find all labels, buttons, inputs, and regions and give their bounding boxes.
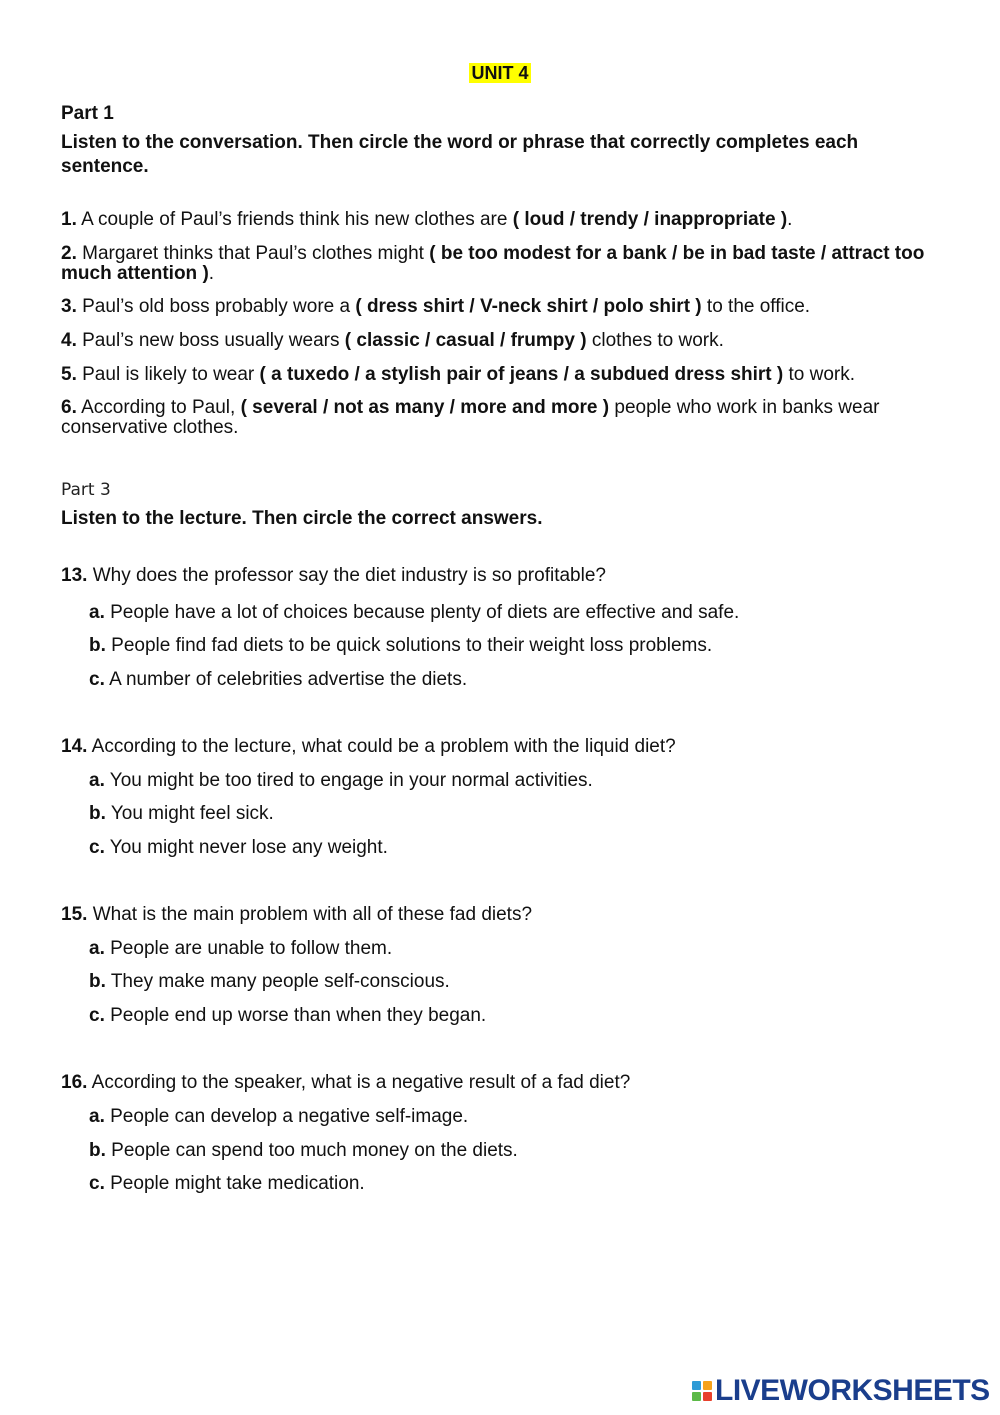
question-16-option-c[interactable] <box>89 1173 365 1195</box>
option-letter: a. <box>89 1106 105 1127</box>
item-choice[interactable]: ( dress shirt / V-neck shirt / polo shirt ) <box>355 296 702 317</box>
item-number: 1. <box>61 209 77 230</box>
part1-instruction: Listen to the conversation. Then circle the word or phrase that correctly completes each sentence. <box>61 132 859 177</box>
question-number: 15. <box>61 904 88 925</box>
question-16 <box>61 1072 630 1094</box>
item-text: Paul’s new boss usually wears <box>76 330 345 351</box>
item-text-end: to work. <box>783 364 856 385</box>
question-14-option-b[interactable] <box>89 803 274 825</box>
option-letter: b. <box>89 971 106 992</box>
item-number: 6. <box>61 397 77 418</box>
question-13-option-b[interactable] <box>89 635 712 657</box>
part1-item-3 <box>61 297 941 317</box>
question-13 <box>61 565 606 587</box>
option-letter: c. <box>89 1173 105 1194</box>
item-number: 5. <box>61 364 77 385</box>
question-14-option-c[interactable] <box>89 837 388 859</box>
option-text: They make many people self-conscious. <box>105 971 450 992</box>
question-number: 16. <box>61 1072 88 1093</box>
item-number: 2. <box>61 243 77 264</box>
liveworksheets-logo-icon <box>692 1381 712 1401</box>
item-text: Margaret thinks that Paul’s clothes might <box>76 243 430 264</box>
option-letter: c. <box>89 669 105 690</box>
question-16-option-a[interactable] <box>89 1106 468 1128</box>
item-text: According to Paul, <box>76 397 241 418</box>
option-text: You might never lose any weight. <box>104 837 388 858</box>
item-choice[interactable]: ( a tuxedo / a stylish pair of jeans / a subdued dress shirt ) <box>259 364 784 385</box>
question-15 <box>61 904 532 926</box>
question-14 <box>61 736 676 758</box>
item-choice[interactable]: ( be too modest for a bank / be in bad taste / attract too much attention ) <box>61 243 925 284</box>
question-15-option-c[interactable] <box>89 1005 486 1027</box>
question-text: According to the speaker, what is a negative result of a fad diet? <box>87 1072 631 1093</box>
item-text: Paul’s old boss probably wore a <box>76 296 356 317</box>
part1-item-1 <box>61 210 941 230</box>
question-15-option-a[interactable] <box>89 938 392 960</box>
question-13-option-c[interactable] <box>89 669 467 691</box>
question-text: According to the lecture, what could be a problem with the liquid diet? <box>87 736 676 757</box>
option-text: People end up worse than when they began. <box>104 1005 487 1026</box>
unit-title: UNIT 4 <box>471 63 529 83</box>
item-choice[interactable]: ( classic / casual / frumpy ) <box>344 330 587 351</box>
option-letter: b. <box>89 1140 106 1161</box>
part3-label: Part 3 <box>61 480 111 500</box>
question-14-option-a[interactable] <box>89 770 593 792</box>
item-text-end: people who work in banks wear conservative clothes. <box>61 397 880 438</box>
option-letter: c. <box>89 1005 105 1026</box>
option-letter: c. <box>89 837 105 858</box>
part1-item-2 <box>61 244 941 284</box>
option-letter: b. <box>89 803 106 824</box>
item-choice[interactable]: ( several / not as many / more and more ) <box>240 397 610 418</box>
part3-instruction: Listen to the lecture. Then circle the correct answers. <box>61 508 543 529</box>
item-text: A couple of Paul’s friends think his new clothes are <box>76 209 513 230</box>
part1-item-4 <box>61 331 941 351</box>
item-choice[interactable]: ( loud / trendy / inappropriate ) <box>512 209 788 230</box>
option-text: You might be too tired to engage in your normal activities. <box>104 770 593 791</box>
option-text: People have a lot of choices because plenty of diets are effective and safe. <box>104 602 740 623</box>
part1-item-5 <box>61 365 941 385</box>
option-text: People are unable to follow them. <box>104 938 393 959</box>
option-letter: a. <box>89 770 105 791</box>
option-letter: b. <box>89 635 106 656</box>
question-16-option-b[interactable] <box>89 1140 518 1162</box>
option-letter: a. <box>89 602 105 623</box>
question-15-option-b[interactable] <box>89 971 450 993</box>
option-text: You might feel sick. <box>105 803 274 824</box>
item-text-end: . <box>787 209 793 230</box>
option-text: People can develop a negative self-image. <box>104 1106 469 1127</box>
option-text: A number of celebrities advertise the diets. <box>104 669 468 690</box>
question-text: What is the main problem with all of these fad diets? <box>87 904 533 925</box>
item-text-end: clothes to work. <box>586 330 724 351</box>
option-text: People can spend too much money on the diets. <box>105 1140 518 1161</box>
page-title <box>0 61 1000 85</box>
question-text: Why does the professor say the diet industry is so profitable? <box>87 565 606 586</box>
item-number: 4. <box>61 330 77 351</box>
item-text-end: to the office. <box>701 296 811 317</box>
question-13-option-a[interactable] <box>89 602 739 624</box>
question-number: 13. <box>61 565 88 586</box>
liveworksheets-logo[interactable] <box>692 1374 990 1408</box>
logo-text: LIVEWORKSHEETS <box>715 1374 990 1407</box>
part1-label: Part 1 <box>61 103 114 124</box>
part1-item-6 <box>61 398 941 438</box>
option-text: People find fad diets to be quick solutions to their weight loss problems. <box>105 635 713 656</box>
option-text: People might take medication. <box>104 1173 365 1194</box>
item-text: Paul is likely to wear <box>76 364 260 385</box>
item-number: 3. <box>61 296 77 317</box>
item-text-end: . <box>208 263 215 284</box>
question-number: 14. <box>61 736 88 757</box>
option-letter: a. <box>89 938 105 959</box>
